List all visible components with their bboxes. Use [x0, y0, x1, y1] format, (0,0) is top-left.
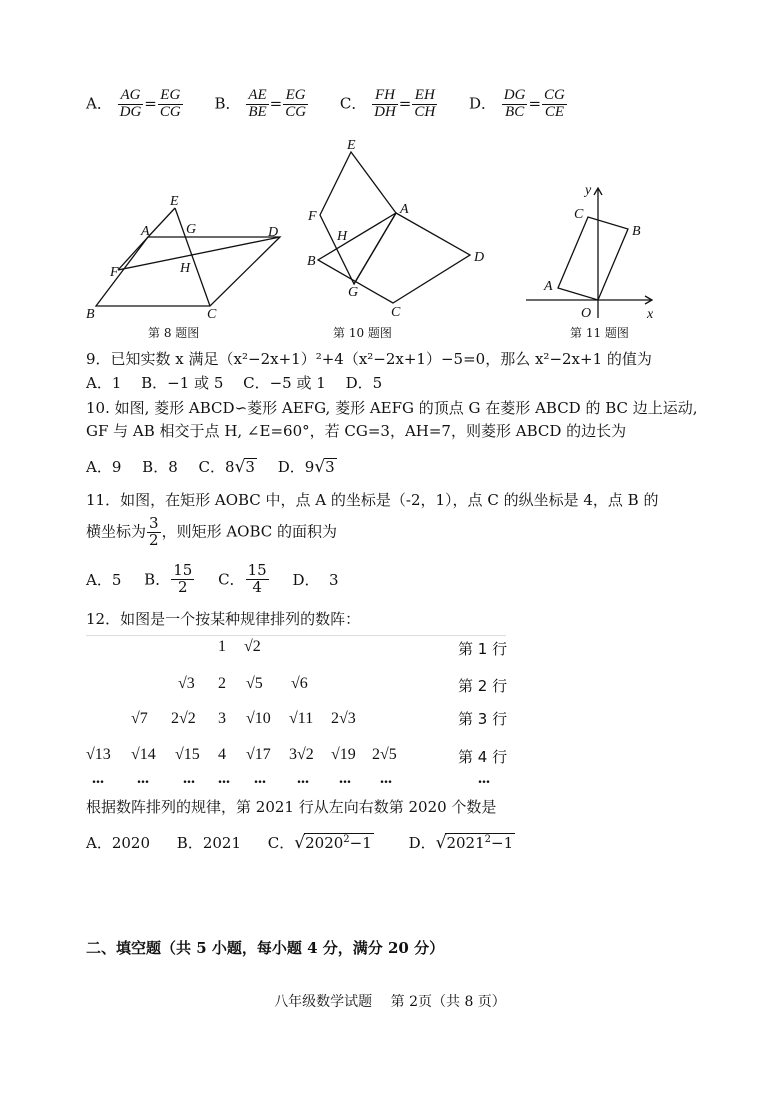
q11-stem-line1: 11．如图，在矩形 AOBC 中，点 A 的坐标是（-2，1），点 C 的纵坐标是 4，点 B 的	[86, 491, 659, 509]
svg-text:A: A	[141, 224, 150, 239]
svg-text:A: A	[400, 202, 409, 217]
fig10-rhombus-aefg	[320, 152, 396, 284]
q12-option-d: D．$√2021^2-1$	[408, 833, 514, 853]
q8-option-a: A． $\frac{AG}{DG}$ = $\frac{EG}{CG}$	[86, 87, 181, 120]
page-footer: 八年级数学试题 第 2页（共 8 页）	[274, 994, 506, 1010]
array-cell: 4	[218, 746, 226, 763]
q11-option-b: B． $\frac{15}{2}$	[144, 561, 193, 596]
row-label: 第 4 行	[458, 748, 508, 766]
q10-stem-line2: GF 与 AB 相交于点 H, ∠E=60°，若 CG=3，AH=7，则菱形 ABCD 的边长为	[86, 422, 627, 440]
svg-text:B: B	[307, 254, 316, 269]
array-cell: √17	[246, 746, 271, 763]
array-ellipsis: ...	[137, 770, 149, 787]
svg-text:D: D	[474, 250, 485, 265]
q12-option-b: B．2021	[176, 834, 241, 852]
fig8-labels	[86, 194, 278, 322]
svg-text:F: F	[308, 209, 317, 224]
array-cell: √7	[131, 710, 148, 727]
array-ellipsis: ...	[380, 770, 392, 787]
fig10-labels	[307, 138, 484, 320]
array-cell: 2√3	[331, 710, 356, 727]
q11-option-d: D． 3	[292, 570, 339, 589]
fig10-caption: 第 10 题图	[333, 326, 392, 340]
svg-text:G: G	[348, 285, 359, 300]
q12-stem: 12．如图是一个按某种规律排列的数阵：	[86, 610, 361, 628]
q12-rule-line	[86, 635, 506, 636]
svg-text:D: D	[268, 225, 279, 240]
array-ellipsis: ...	[183, 770, 195, 787]
q10-option-a: A．9	[86, 458, 122, 476]
array-cell: √11	[289, 710, 314, 727]
array-cell: √19	[331, 746, 356, 763]
array-cell: 3	[218, 710, 226, 727]
array-cell: √2	[244, 638, 261, 655]
array-cell: √5	[246, 675, 263, 692]
q10-option-c: C．8√3	[198, 457, 255, 477]
figure-11	[526, 188, 652, 318]
array-ellipsis: ...	[478, 770, 490, 787]
q10-option-d: D．9√3	[277, 457, 335, 477]
q8-option-b: B． $\frac{AE}{BE}$ = $\frac{EG}{CG}$	[214, 87, 307, 120]
q9-options: A．1 B．−1 或 5 C．−5 或 1 D．5	[86, 374, 383, 392]
q10-options	[86, 456, 337, 477]
fig11-rectangle-aobc	[558, 217, 628, 300]
array-cell: √15	[175, 746, 200, 763]
array-cell: √14	[131, 746, 156, 763]
figures	[0, 0, 780, 360]
figure-10	[318, 152, 470, 303]
svg-text:C: C	[207, 307, 217, 322]
array-ellipsis: ...	[254, 770, 266, 787]
section-heading: 二、填空题（共 5 小题，每小题 4 分，满分 20 分）	[86, 939, 445, 957]
svg-text:B: B	[632, 224, 641, 239]
q9-stem: 9．已知实数 x 满足（x²−2x+1）²+4（x²−2x+1）−5=0，那么 x²−2x+1 的值为	[86, 350, 652, 368]
array-ellipsis: ...	[297, 770, 309, 787]
q12-question: 根据数阵排列的规律，第 2021 行从左向右数第 2020 个数是	[86, 798, 497, 816]
fig11-caption: 第 11 题图	[570, 326, 629, 340]
array-cell: 3√2	[289, 746, 314, 763]
svg-text:O: O	[581, 306, 592, 321]
row-label: 第 3 行	[458, 710, 508, 728]
array-cell: √10	[246, 710, 271, 727]
svg-text:G: G	[186, 222, 197, 237]
svg-text:A: A	[544, 279, 553, 294]
q11-option-c: C． $\frac{15}{4}$	[218, 561, 267, 596]
svg-text:F: F	[110, 265, 119, 280]
svg-text:B: B	[86, 307, 95, 322]
svg-text:y: y	[585, 183, 592, 198]
svg-text:H: H	[337, 229, 348, 244]
svg-text:E: E	[170, 194, 179, 209]
array-cell: 2√5	[372, 746, 397, 763]
array-ellipsis: ...	[218, 770, 230, 787]
q10-option-b: B．8	[142, 458, 178, 476]
array-cell: √13	[86, 746, 111, 763]
svg-text:C: C	[574, 207, 584, 222]
q12-option-c: C．$√2020^2-1$	[267, 833, 372, 853]
array-ellipsis: ...	[92, 770, 104, 787]
array-cell: 1	[218, 638, 226, 655]
q8-option-d: D． $\frac{DG}{BC}$ = $\frac{CG}{CE}$	[468, 87, 565, 120]
array-cell: √6	[291, 675, 308, 692]
array-cell: √3	[178, 675, 195, 692]
svg-text:H: H	[180, 261, 191, 276]
q12-option-a: A．2020	[86, 834, 151, 852]
q10-stem-line1: 10. 如图, 菱形 ABCD∽菱形 AEFG, 菱形 AEFG 的顶点 G 在菱形 ABCD 的 BC 边上运动,	[86, 399, 698, 417]
array-cell: 2	[218, 675, 226, 692]
svg-text:x: x	[647, 307, 654, 322]
array-ellipsis: ...	[339, 770, 351, 787]
row-label: 第 1 行	[458, 640, 508, 658]
q11-stem-line2: 横坐标为 $\frac{3}{2}$ ，则矩形 AOBC 的面积为	[86, 514, 338, 549]
svg-text:E: E	[347, 138, 356, 153]
q8-option-c: C． $\frac{FH}{DH}$ = $\frac{EH}{CH}$	[339, 87, 436, 120]
svg-text:C: C	[391, 305, 401, 320]
row-label: 第 2 行	[458, 677, 508, 695]
fig8-caption: 第 8 题图	[148, 326, 200, 340]
q11-option-a: A．5	[86, 570, 122, 589]
q11-options	[86, 563, 339, 596]
array-cell: 2√2	[171, 710, 196, 727]
q12-options	[86, 832, 515, 853]
